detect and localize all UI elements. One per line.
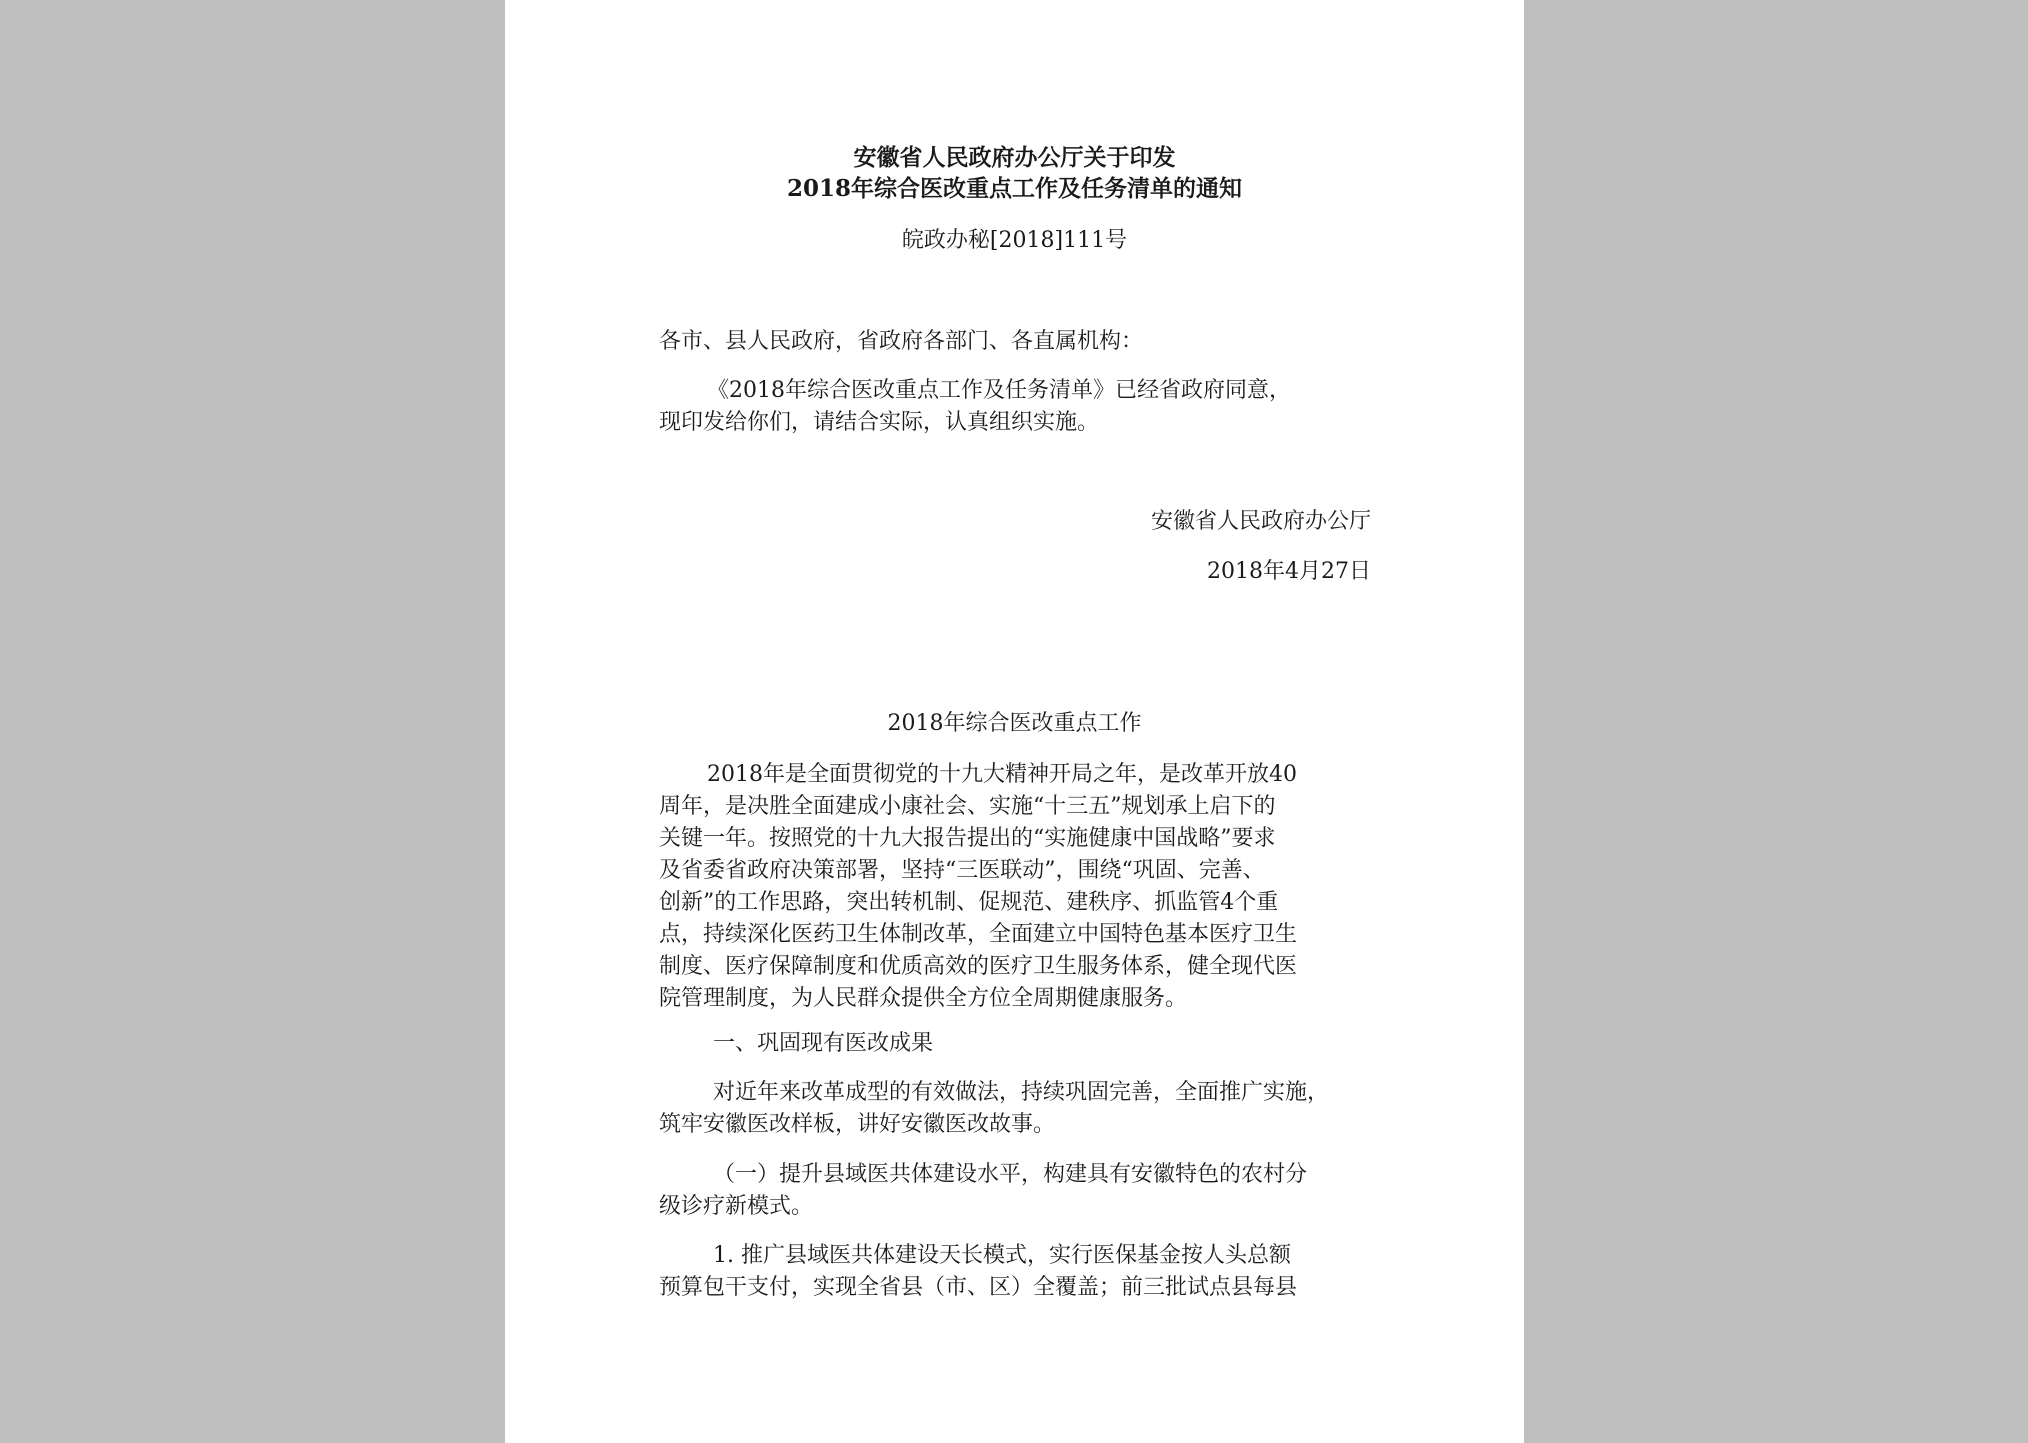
body-paragraph-line: 点，持续深化医药卫生体制改革，全面建立中国特色基本医疗卫生 — [659, 922, 1298, 947]
subheading-line: 级诊疗新模式。 — [659, 1194, 814, 1219]
subheading-line: （一）提升县域医共体建设水平，构建具有安徽特色的农村分 — [713, 1162, 1308, 1187]
body-paragraph-line: 筑牢安徽医改样板，讲好安徽医改故事。 — [659, 1112, 1056, 1137]
section-title: 2018年综合医改重点工作 — [887, 711, 1142, 736]
body-paragraph-line: 院管理制度，为人民群众提供全方位全周期健康服务。 — [659, 986, 1188, 1011]
signature-date: 2018年4月27日 — [1207, 559, 1371, 584]
document-title-line-1: 安徽省人民政府办公厅关于印发 — [853, 144, 1176, 171]
body-paragraph-line: 周年，是决胜全面建成小康社会、实施“十三五”规划承上启下的 — [659, 794, 1276, 819]
body-paragraph-line: 创新”的工作思路，突出转机制、促规范、建秩序、抓监管4个重 — [659, 890, 1279, 915]
body-paragraph-line: 及省委省政府决策部署，坚持“三医联动”，围绕“巩固、完善、 — [659, 858, 1265, 883]
body-paragraph-line: 2018年是全面贯彻党的十九大精神开局之年，是改革开放40 — [707, 762, 1297, 787]
document-number: 皖政办秘[2018]111号 — [901, 228, 1128, 253]
intro-line: 现印发给你们，请结合实际，认真组织实施。 — [659, 410, 1100, 435]
heading-1: 一、巩固现有医改成果 — [713, 1031, 934, 1056]
list-item-line: 1. 推广县域医共体建设天长模式，实行医保基金按人头总额 — [713, 1243, 1291, 1268]
body-paragraph-line: 制度、医疗保障制度和优质高效的医疗卫生服务体系，健全现代医 — [659, 954, 1298, 979]
addressee-line: 各市、县人民政府，省政府各部门、各直属机构： — [659, 329, 1144, 354]
body-paragraph-line: 对近年来改革成型的有效做法，持续巩固完善，全面推广实施， — [713, 1080, 1330, 1105]
document-title-line-2: 2018年综合医改重点工作及任务清单的通知 — [786, 175, 1242, 202]
document-page — [505, 0, 1524, 1443]
intro-line: 《2018年综合医改重点工作及任务清单》已经省政府同意， — [707, 378, 1291, 403]
list-item-line: 预算包干支付，实现全省县（市、区）全覆盖；前三批试点县每县 — [659, 1275, 1298, 1300]
signature-organization: 安徽省人民政府办公厅 — [1150, 509, 1371, 534]
body-paragraph-line: 关键一年。按照党的十九大报告提出的“实施健康中国战略”要求 — [659, 826, 1276, 851]
